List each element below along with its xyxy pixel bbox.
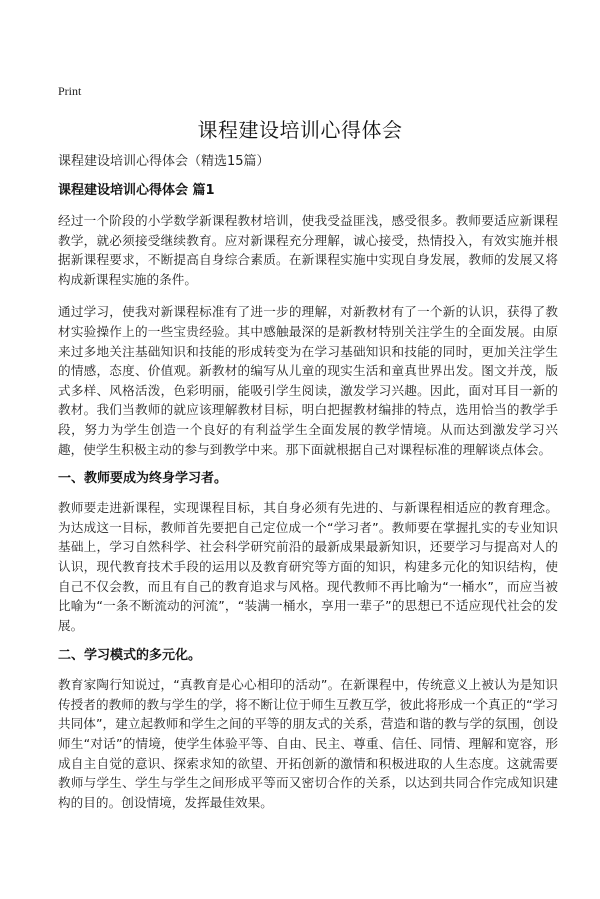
- section-heading-3: 二、学习模式的多元化。: [58, 648, 202, 664]
- document-body: [58, 154, 558, 823]
- paragraph: 经过一个阶段的小学数学新课程教材培训，使我受益匪浅，感受很多。教师要适应新课程教学，就必须接受继续教育。应对新课程充分理解，诚心接受，热情投入，有效实施并根据新课程要求，不断提高自身综合素质。在新课程实施中实现自身发展，教师的发展又将构成新课程实施的条件。: [58, 213, 558, 287]
- paragraph: 教育家陶行知说过，“真教育是心心相印的活动”。在新课程中，传统意义上被认为是知识传授者的教师的教与学生的学，将不断让位于师生互教互学，彼此将形成一个真正的“学习共同体”，建立起教师和学生之间的平等的朋友式的关系，营造和谐的教与学的氛围，创设师生“对话”的情境，使学生体验平等、自由、民主、尊重、信任、同情、理解和宽容，形成自主自觉的意识、探索求知的欲望、开拓创新的激情和积极进取的人生态度。这就需要教师与学生、学生与学生之间形成平等而又密切合作的关系，以达到共同合作完成知识建构的目的。创设情境，发挥最佳效果。: [58, 677, 558, 810]
- page-title: 课程建设培训心得体会: [197, 118, 403, 142]
- section-heading-1: 课程建设培训心得体会 篇1: [58, 183, 215, 198]
- paragraph: 通过学习，使我对新课程标准有了进一步的理解，对新教材有了一个新的认识，获得了教材实验操作上的一些宝贵经验。其中感触最深的是新教材特别关注学生的全面发展。由原来过多地关注基础知识和技能的形成转变为在学习基础知识和技能的同时，更加关注学生的情感，态度、价值观。新教材的编写从儿童的现实生活和童真世界出发。图文并茂，版式多样、风格活泼，色彩明丽，能吸引学生阅读，激发学习兴趣。因此，面对耳目一新的教材。我们当教师的就应该理解教材目标，明白把握教材编排的特点，选用恰当的教学手段，努力为学生创造一个良好的有利益学生全面发展的教学情境。从而达到激发学习兴趣，使学生积极主动的参与到教学中来。那下面就根据自己对课程标准的理解谈点体会。: [58, 304, 558, 457]
- section-heading-2: 一、教师要成为终身学习者。: [58, 471, 228, 487]
- paragraph: 教师要走进新课程，实现课程目标，其自身必须有先进的、与新课程相适应的教育理念。为达成这一目标，教师首先要把自己定位成一个“学习者”。教师要在掌握扎实的专业知识基础上，学习自然科学、社会科学研究前沿的最新成果最新知识，还要学习与提高对人的认识，现代教育技术手段的运用以及教育研究等方面的知识，构建多元化的知识结构，使自己不仅会教，而且有自己的教育追求与风格。现代教师不再比喻为“一桶水”，而应当被比喻为“一条不断流动的河流”，“装满一桶水，享用一辈子”的思想已不适应现代社会的发展。: [58, 500, 558, 633]
- document-subtitle: 课程建设培训心得体会（精选15篇）: [58, 154, 270, 169]
- print-link[interactable]: Print: [58, 84, 82, 98]
